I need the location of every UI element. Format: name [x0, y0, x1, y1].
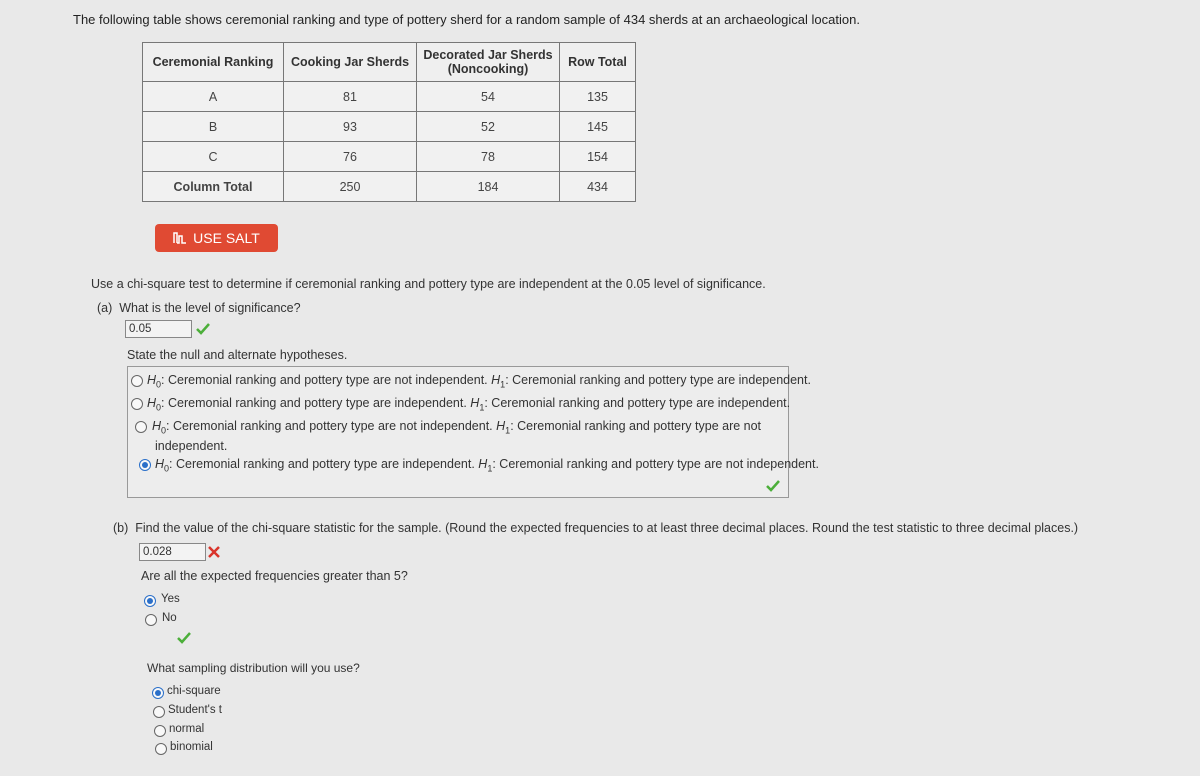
correct-check-icon — [196, 323, 210, 335]
use-salt-button[interactable] — [155, 224, 278, 252]
distribution-student-t-radio[interactable] — [153, 706, 165, 718]
table-cell: 54 — [417, 82, 560, 112]
table-row-total — [143, 172, 636, 202]
header-decorated-jar: Decorated Jar Sherds (Noncooking) — [417, 43, 560, 82]
table-cell: Column Total — [143, 172, 284, 202]
table-row — [143, 82, 636, 112]
distribution-binomial-label: binomial — [170, 741, 213, 753]
table-cell: 250 — [284, 172, 417, 202]
hypothesis-option-3-radio[interactable] — [135, 421, 147, 433]
expected-question: Are all the expected frequencies greater than 5? — [141, 569, 408, 583]
correct-check-icon — [766, 480, 780, 492]
use-salt-label: USE SALT — [193, 230, 260, 246]
expected-no-radio[interactable] — [145, 614, 157, 626]
expected-yes-radio[interactable] — [144, 595, 156, 607]
distribution-normal-radio[interactable] — [154, 725, 166, 737]
hypothesis-option-3-continued: independent. — [155, 439, 228, 453]
distribution-chi-square-radio[interactable] — [152, 687, 164, 699]
table-cell: C — [143, 142, 284, 172]
part-b-label: (b) Find the value of the chi-square statistic for the sample. (Round the expected frequencies to at least three decimal places. Round the test statistic to three decimal places.) — [113, 521, 1079, 535]
hypothesis-option-1: $H_0$: Ceremonial ranking and pottery type are not independent. $H_1$: Ceremonial ranking and pottery type are independent. — [147, 373, 811, 390]
significance-input[interactable]: 0.05 — [125, 320, 192, 338]
part-a-label: (a) What is the level of significance? — [97, 301, 301, 315]
expected-no-label: No — [162, 612, 177, 624]
sherd-table — [142, 42, 636, 202]
distribution-chi-square-label: chi-square — [167, 685, 221, 697]
table-cell: 78 — [417, 142, 560, 172]
header-cooking-jar: Cooking Jar Sherds — [284, 43, 417, 82]
table-cell: 184 — [417, 172, 560, 202]
table-row — [143, 142, 636, 172]
header-row-total: Row Total — [560, 43, 636, 82]
correct-check-icon — [177, 632, 191, 644]
table-cell: 135 — [560, 82, 636, 112]
table-cell: B — [143, 112, 284, 142]
wrong-x-icon — [208, 546, 220, 558]
hypothesis-option-2-radio[interactable] — [131, 398, 143, 410]
hypothesis-option-1-radio[interactable] — [131, 375, 143, 387]
table-cell: 76 — [284, 142, 417, 172]
distribution-binomial-radio[interactable] — [155, 743, 167, 755]
table-cell: 52 — [417, 112, 560, 142]
distribution-student-t-label: Student's t — [168, 704, 222, 716]
question-intro: Use a chi-square test to determine if ceremonial ranking and pottery type are independent at the 0.05 level of significance. — [91, 277, 766, 291]
chi-square-input[interactable]: 0.028 — [139, 543, 206, 561]
table-cell: A — [143, 82, 284, 112]
hypothesis-option-3: $H_0$: Ceremonial ranking and pottery type are not independent. $H_1$: Ceremonial ranking and pottery type are not — [152, 419, 762, 436]
table-cell: 81 — [284, 82, 417, 112]
hypothesis-option-2: $H_0$: Ceremonial ranking and pottery type are independent. $H_1$: Ceremonial ranking and pottery type are independent. — [147, 396, 791, 413]
hypothesis-option-4-radio[interactable] — [139, 459, 151, 471]
table-cell: 434 — [560, 172, 636, 202]
hypothesis-option-4: $H_0$: Ceremonial ranking and pottery type are independent. $H_1$: Ceremonial ranking and pottery type are not independent. — [155, 457, 819, 474]
salt-icon — [173, 231, 187, 245]
distribution-normal-label: normal — [169, 723, 205, 735]
intro-text: The following table shows ceremonial ranking and type of pottery sherd for a random sample of 434 sherds at an archaeological location. — [73, 12, 860, 27]
table-cell: 145 — [560, 112, 636, 142]
table-cell: 154 — [560, 142, 636, 172]
hypotheses-prompt: State the null and alternate hypotheses. — [127, 348, 348, 362]
header-ceremonial-ranking: Ceremonial Ranking — [143, 43, 284, 82]
distribution-question: What sampling distribution will you use? — [147, 661, 360, 675]
table-cell: 93 — [284, 112, 417, 142]
table-row — [143, 112, 636, 142]
expected-yes-label: Yes — [161, 593, 180, 605]
